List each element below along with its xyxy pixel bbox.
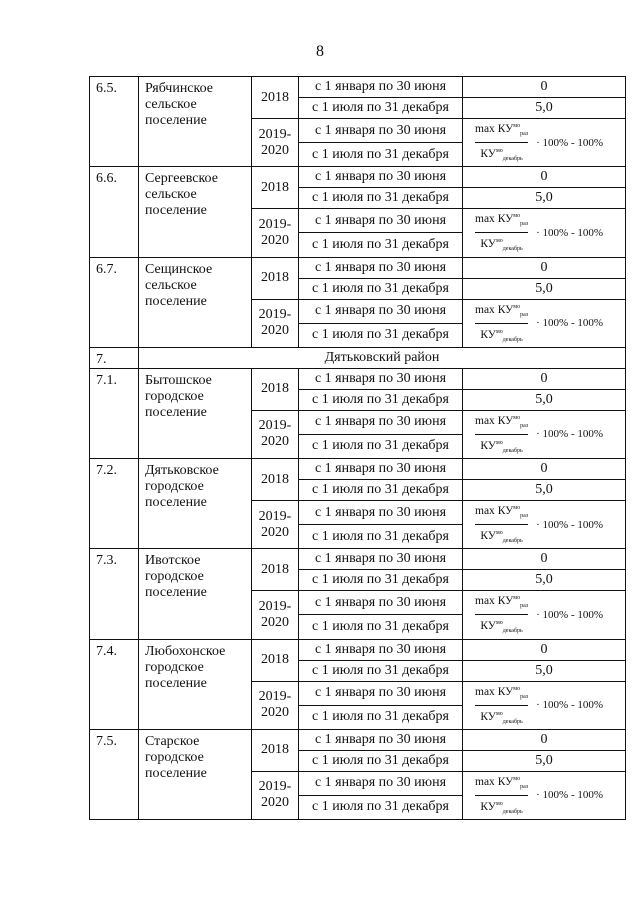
value-first-half: 0 [463, 257, 626, 278]
formula-sub-bottom: декабрь [502, 809, 523, 815]
settlement-name [139, 257, 252, 347]
year-2019-2020 [252, 410, 299, 458]
period-first-half: с 1 января по 30 июня [299, 167, 463, 188]
period-first-half: с 1 января по 30 июня [299, 209, 463, 233]
fraction-bar [475, 614, 528, 615]
value-second-half: 5,0 [463, 188, 626, 209]
formula-max: max [475, 122, 495, 135]
formula-max: max [475, 303, 495, 316]
year-2018: 2018 [252, 368, 299, 410]
formula-sub-bottom: декабрь [502, 718, 523, 725]
period-first-half: с 1 января по 30 июня [299, 368, 463, 389]
settlement-row [90, 729, 626, 750]
formula-cell [463, 410, 626, 458]
settlement-name-text: Рябчинское сельское поселение [145, 81, 213, 128]
settlement-row [90, 459, 626, 480]
period-second-half: с 1 июля по 31 декабря [299, 480, 463, 501]
settlement-number: 6.5. [90, 77, 139, 167]
period-second-half: с 1 июля по 31 декабря [299, 278, 463, 299]
formula-ku: КУ [497, 414, 514, 427]
formula-sup: мо [495, 238, 503, 245]
formula-sup: мо [513, 505, 521, 511]
year-2018: 2018 [252, 167, 299, 209]
formula-numerator [475, 772, 528, 794]
formula-sup: мо [513, 595, 521, 602]
settlement-number: 6.6. [90, 167, 139, 257]
settlement-name-text: Дятьковское городское поселение [145, 463, 219, 510]
formula-sub-top: раз [520, 422, 529, 429]
formula-fraction [475, 591, 528, 638]
year-2019-2020 [252, 771, 299, 819]
formula-ku: КУ [480, 800, 496, 813]
formula-sub-top: раз [520, 513, 529, 520]
year-2018: 2018 [252, 257, 299, 299]
formula-sub-bottom: декабрь [502, 448, 523, 454]
year-2019-2020 [252, 299, 299, 347]
period-first-half: с 1 января по 30 июня [299, 77, 463, 98]
year-2019-2020-text: 2019- 2020 [258, 216, 292, 248]
formula-sup: мо [495, 439, 503, 446]
formula-denominator [480, 526, 522, 548]
year-2018: 2018 [252, 729, 299, 771]
formula-max: max [475, 504, 495, 517]
year-2019-2020 [252, 209, 299, 257]
year-2019-2020-text: 2019- 2020 [258, 126, 292, 158]
formula-ku: КУ [480, 620, 496, 633]
formula-sub-top: раз [520, 603, 529, 610]
year-2019-2020 [252, 681, 299, 729]
value-second-half: 5,0 [463, 389, 626, 410]
formula-ku: КУ [497, 504, 514, 517]
fraction-bar [475, 705, 528, 706]
formula-fraction [475, 501, 528, 548]
formula-ku: КУ [497, 685, 514, 698]
period-first-half: с 1 января по 30 июня [299, 299, 463, 323]
period-first-half: с 1 января по 30 июня [299, 257, 463, 278]
period-second-half: с 1 июля по 31 декабря [299, 570, 463, 591]
formula-cell [463, 591, 626, 639]
settlement-name-text: Ивотское городское поселение [145, 553, 207, 601]
period-second-half: с 1 июля по 31 декабря [299, 143, 463, 167]
settlement-row [90, 639, 626, 660]
settlement-name-text: Сещинское сельское поселение [145, 261, 213, 309]
value-second-half: 5,0 [463, 660, 626, 681]
formula-multiplier: · 100% - 100% [536, 608, 604, 621]
settlement-number: 7.1. [90, 368, 139, 458]
formula-ku: КУ [480, 147, 496, 160]
formula-sup: мо [495, 710, 503, 717]
district-title: Дятьковский район [139, 347, 626, 368]
value-first-half: 0 [463, 459, 626, 480]
settlement-name [139, 459, 252, 549]
ku-formula [463, 300, 625, 347]
settlement-name-text: Старское городское поселение [145, 733, 207, 781]
formula-denominator [480, 707, 522, 729]
formula-sub-top: раз [520, 131, 529, 138]
period-first-half: с 1 января по 30 июня [299, 591, 463, 615]
formula-ku: КУ [480, 328, 496, 341]
settlement-name [139, 549, 252, 639]
settlement-number: 7.2. [90, 459, 139, 549]
settlement-name-text: Любохонское городское поселение [145, 643, 226, 691]
year-2019-2020 [252, 501, 299, 549]
formula-ku: КУ [497, 303, 514, 316]
period-first-half: с 1 января по 30 июня [299, 639, 463, 660]
district-number: 7. [90, 347, 139, 368]
formula-fraction [475, 119, 528, 166]
fraction-bar [475, 524, 528, 525]
formula-max: max [475, 595, 495, 608]
settlement-name [139, 368, 252, 458]
period-second-half: с 1 июля по 31 декабря [299, 434, 463, 458]
formula-sup: мо [513, 303, 521, 310]
formula-multiplier: · 100% - 100% [536, 789, 604, 802]
formula-sup: мо [513, 775, 521, 782]
year-2019-2020-text: 2019- 2020 [258, 307, 292, 339]
period-first-half: с 1 января по 30 июня [299, 119, 463, 143]
formula-cell [463, 209, 626, 257]
formula-multiplier: · 100% - 100% [536, 317, 604, 330]
ku-formula [463, 501, 625, 548]
formula-multiplier: · 100% - 100% [536, 136, 604, 149]
ku-formula [463, 119, 625, 166]
formula-sub-top: раз [520, 311, 529, 318]
period-second-half: с 1 июля по 31 декабря [299, 233, 463, 257]
formula-ku: КУ [480, 710, 496, 723]
formula-fraction [475, 772, 528, 819]
formula-ku: КУ [497, 595, 514, 608]
period-first-half: с 1 января по 30 июня [299, 681, 463, 705]
value-first-half: 0 [463, 167, 626, 188]
settlement-number: 7.4. [90, 639, 139, 729]
formula-ku: КУ [480, 529, 496, 542]
formula-multiplier: · 100% - 100% [536, 518, 604, 531]
formula-multiplier: · 100% - 100% [536, 226, 604, 239]
period-second-half: с 1 июля по 31 декабря [299, 525, 463, 549]
year-2019-2020-text: 2019- 2020 [258, 598, 292, 630]
period-second-half: с 1 июля по 31 декабря [299, 389, 463, 410]
year-2018: 2018 [252, 549, 299, 591]
year-2019-2020-text: 2019- 2020 [258, 508, 292, 540]
year-2019-2020 [252, 119, 299, 167]
ku-formula [463, 682, 625, 729]
value-second-half: 5,0 [463, 278, 626, 299]
value-first-half: 0 [463, 729, 626, 750]
formula-fraction [475, 411, 528, 458]
period-first-half: с 1 января по 30 июня [299, 549, 463, 570]
settlement-name-text: Бытошское городское поселение [145, 372, 212, 420]
formula-sup: мо [495, 328, 503, 335]
formula-numerator [475, 501, 528, 523]
formula-max: max [475, 213, 495, 226]
year-2019-2020-text: 2019- 2020 [258, 689, 292, 721]
formula-fraction [475, 682, 528, 729]
period-second-half: с 1 июля по 31 декабря [299, 188, 463, 209]
formula-sup: мо [513, 414, 521, 421]
period-second-half: с 1 июля по 31 декабря [299, 98, 463, 119]
year-2019-2020-text: 2019- 2020 [258, 779, 292, 811]
formula-denominator [480, 144, 522, 166]
settlement-name [139, 729, 252, 819]
year-2019-2020-text: 2019- 2020 [258, 418, 292, 450]
ku-formula [463, 411, 625, 458]
settlement-name [139, 167, 252, 257]
formula-sub-top: раз [520, 693, 529, 700]
formula-ku: КУ [497, 122, 514, 135]
formula-denominator [480, 436, 522, 458]
settlement-name [139, 639, 252, 729]
ku-formula [463, 591, 625, 638]
formula-max: max [475, 685, 495, 698]
formula-max: max [475, 775, 495, 788]
settlement-row [90, 167, 626, 188]
formula-numerator [475, 300, 528, 322]
period-second-half: с 1 июля по 31 декабря [299, 615, 463, 639]
period-second-half: с 1 июля по 31 декабря [299, 795, 463, 819]
formula-sub-top: раз [520, 783, 529, 790]
value-first-half: 0 [463, 549, 626, 570]
formula-multiplier: · 100% - 100% [536, 428, 604, 441]
formula-numerator [475, 682, 528, 704]
ku-formula [463, 209, 625, 256]
formula-sub-top: раз [520, 221, 529, 228]
district-row [90, 347, 626, 368]
fraction-bar [475, 142, 528, 143]
formula-numerator [475, 209, 528, 231]
formula-sup: мо [513, 213, 521, 220]
fraction-bar [475, 323, 528, 324]
value-first-half: 0 [463, 368, 626, 389]
period-second-half: с 1 июля по 31 декабря [299, 705, 463, 729]
fraction-bar [475, 795, 528, 796]
settlement-number: 7.3. [90, 549, 139, 639]
formula-sub-bottom: декабрь [502, 538, 523, 545]
settlement-number: 7.5. [90, 729, 139, 819]
period-second-half: с 1 июля по 31 декабря [299, 323, 463, 347]
formula-sub-bottom: декабрь [502, 336, 523, 343]
period-first-half: с 1 января по 30 июня [299, 729, 463, 750]
formula-sup: мо [513, 123, 521, 129]
tariff-table [89, 76, 626, 820]
period-first-half: с 1 января по 30 июня [299, 771, 463, 795]
period-second-half: с 1 июля по 31 декабря [299, 750, 463, 771]
formula-sub-bottom: декабрь [502, 156, 523, 163]
settlement-name [139, 77, 252, 167]
year-2019-2020 [252, 591, 299, 639]
formula-denominator [480, 325, 522, 347]
value-first-half: 0 [463, 77, 626, 98]
formula-sup: мо [495, 530, 503, 537]
formula-multiplier: · 100% - 100% [536, 699, 604, 712]
formula-sub-bottom: декабрь [502, 246, 523, 253]
period-first-half: с 1 января по 30 июня [299, 410, 463, 434]
formula-ku: КУ [480, 238, 496, 251]
settlement-row [90, 368, 626, 389]
settlement-row [90, 77, 626, 98]
formula-max: max [475, 414, 495, 427]
formula-sub-bottom: декабрь [502, 628, 523, 635]
settlement-row [90, 257, 626, 278]
formula-ku: КУ [497, 775, 514, 788]
value-second-half: 5,0 [463, 480, 626, 501]
ku-formula [463, 772, 625, 819]
formula-sup: мо [495, 148, 503, 155]
fraction-bar [475, 434, 528, 435]
formula-cell [463, 299, 626, 347]
formula-sup: мо [495, 620, 503, 627]
value-first-half: 0 [463, 639, 626, 660]
value-second-half: 5,0 [463, 98, 626, 119]
page-number: 8 [316, 43, 324, 60]
formula-cell [463, 119, 626, 167]
formula-cell [463, 771, 626, 819]
formula-cell [463, 501, 626, 549]
formula-numerator [475, 411, 528, 433]
settlement-name-text: Сергеевское сельское поселение [145, 171, 218, 219]
year-2018: 2018 [252, 77, 299, 119]
formula-ku: КУ [480, 439, 496, 452]
period-first-half: с 1 января по 30 июня [299, 501, 463, 525]
period-second-half: с 1 июля по 31 декабря [299, 660, 463, 681]
formula-denominator [480, 616, 522, 638]
fraction-bar [475, 232, 528, 233]
formula-denominator [480, 797, 522, 819]
formula-fraction [475, 300, 528, 347]
formula-sup: мо [495, 800, 503, 807]
year-2018: 2018 [252, 459, 299, 501]
formula-numerator [475, 119, 528, 141]
period-first-half: с 1 января по 30 июня [299, 459, 463, 480]
formula-cell [463, 681, 626, 729]
settlement-row [90, 549, 626, 570]
value-second-half: 5,0 [463, 750, 626, 771]
value-second-half: 5,0 [463, 570, 626, 591]
formula-numerator [475, 591, 528, 613]
year-2018: 2018 [252, 639, 299, 681]
formula-sup: мо [513, 685, 521, 692]
settlement-number: 6.7. [90, 257, 139, 347]
formula-denominator [480, 234, 522, 256]
formula-ku: КУ [497, 213, 514, 226]
formula-fraction [475, 209, 528, 256]
